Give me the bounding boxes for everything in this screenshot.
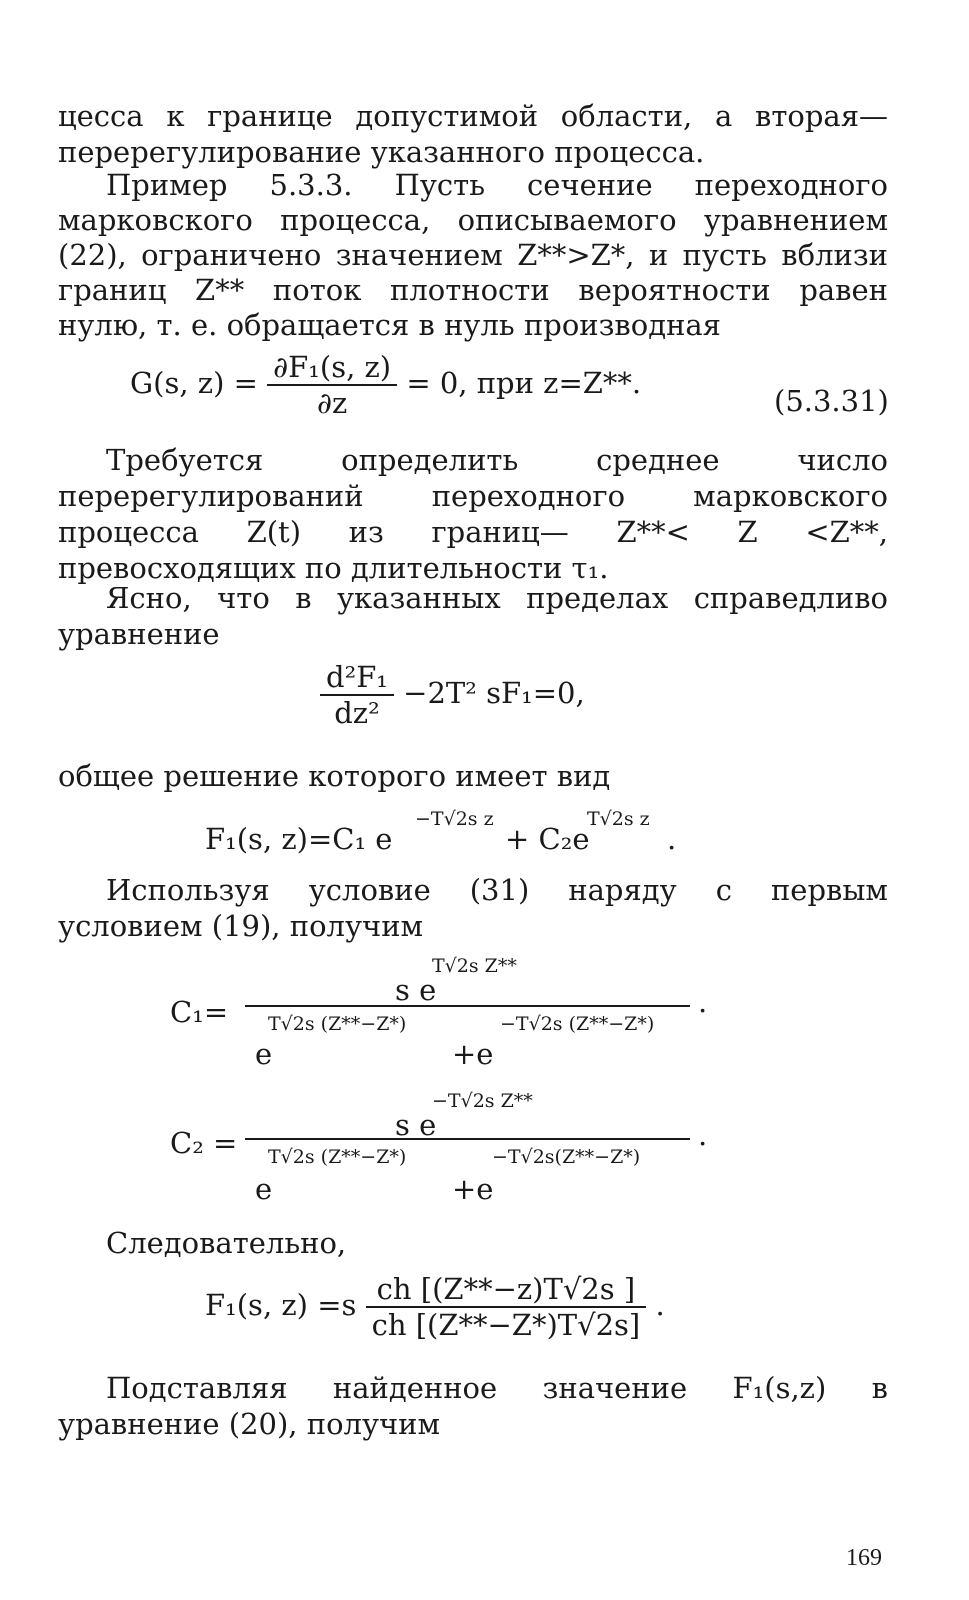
eq3-exponent-2: T√2s z <box>587 808 650 830</box>
eq4-fraction-bar <box>245 1005 690 1007</box>
eq3-lhs: F₁(s, z)=C₁ e <box>205 822 393 856</box>
eq6-fraction <box>366 1272 647 1342</box>
eq4-denominator-e: e <box>255 1037 273 1071</box>
eq3-end: . <box>667 822 677 856</box>
eq1-denominator: ∂z <box>316 386 348 420</box>
equation-number: (5.3.31) <box>774 384 889 418</box>
equation-solution <box>205 1272 665 1342</box>
eq6-denominator: ch [(Z**−Z*)T√2s] <box>371 1308 641 1342</box>
eq5-fraction-bar <box>245 1138 690 1140</box>
eq5-denominator-exp-a: T√2s (Z**−Z*) <box>268 1146 407 1168</box>
eq6-end: . <box>655 1288 665 1322</box>
eq1-rhs: = 0, при z=Z**. <box>406 366 642 400</box>
eq6-numerator: ch [(Z**−z)T√2s ] <box>366 1272 647 1308</box>
eq3-middle: + C₂e <box>505 822 590 856</box>
equation-differential <box>320 660 585 730</box>
paragraph-task: Требуется определить среднее число перерегулирований переходного марковского процесса Z(t) из границ— Z**< Z <Z**, превосходящих по длительности τ₁. <box>58 443 888 585</box>
equation-5-3-31 <box>130 350 641 420</box>
eq1-lhs: G(s, z) = <box>130 366 258 400</box>
paragraph-condition: Используя условие (31) наряду с первым условием (19), получим <box>58 873 888 943</box>
paragraph-consequently: Следовательно, <box>106 1226 347 1260</box>
paragraph-continuation: цесса к границе допустимой области, а вторая—перерегулирование указанного процесса. <box>58 99 888 169</box>
eq4-lhs: C₁= <box>170 995 229 1029</box>
eq2-fraction <box>320 660 394 730</box>
eq5-end: . <box>698 1118 708 1152</box>
paragraph-substitution: Подставляя найденное значение F₁(s,z) в уравнение (20), получим <box>58 1371 888 1441</box>
eq4-denominator-plus: +e <box>452 1037 494 1071</box>
eq4-denominator-exp-b: −T√2s (Z**−Z*) <box>500 1013 655 1035</box>
paragraph-equation-intro: Ясно, что в указанных пределах справедливо уравнение <box>58 581 888 651</box>
eq5-denominator-plus: +e <box>452 1172 494 1206</box>
eq5-numerator-exponent: −T√2s Z** <box>432 1090 533 1112</box>
equation-c2 <box>170 1090 730 1210</box>
eq5-denominator-e: e <box>255 1172 273 1206</box>
equation-general-solution <box>205 808 705 868</box>
eq6-lhs: F₁(s, z) =s <box>205 1288 357 1322</box>
eq1-numerator: ∂F₁(s, z) <box>267 350 397 386</box>
eq5-lhs: C₂ = <box>170 1126 238 1160</box>
eq2-numerator: d²F₁ <box>320 660 394 696</box>
eq4-numerator-exponent: T√2s Z** <box>432 955 517 977</box>
eq2-denominator: dz² <box>334 696 380 730</box>
eq1-fraction <box>267 350 397 420</box>
paragraph-example: Пример 5.3.3. Пусть сечение переходного марковского процесса, описываемого уравнением (22), ограничено значением Z**>Z*, и пусть вблизи границ Z** поток плотности вероятности равен нулю, т. е. обращается в нуль производная <box>58 168 888 342</box>
eq3-exponent-1: −T√2s z <box>415 808 494 830</box>
eq2-rhs: −2T² sF₁=0, <box>403 676 585 710</box>
eq4-denominator-exp-a: T√2s (Z**−Z*) <box>268 1013 407 1035</box>
eq5-numerator-base: s e <box>395 1108 437 1142</box>
page-number: 169 <box>846 1545 882 1571</box>
paragraph-general-solution: общее решение которого имеет вид <box>58 759 611 793</box>
eq4-end: . <box>698 985 708 1019</box>
eq5-denominator-exp-b: −T√2s(Z**−Z*) <box>492 1146 641 1168</box>
equation-c1 <box>170 955 730 1075</box>
eq4-numerator-base: s e <box>395 973 437 1007</box>
